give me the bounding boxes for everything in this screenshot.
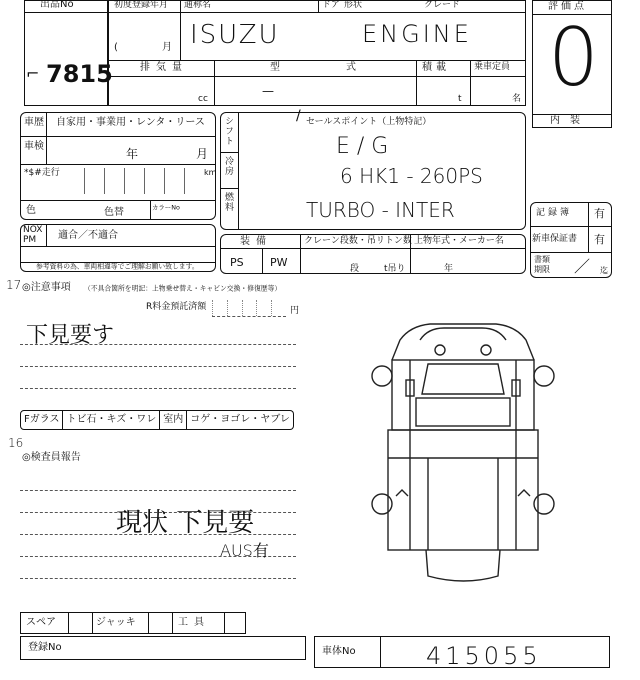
- mileage-label: *$#走行: [24, 168, 60, 178]
- hand-aus: AUS有: [220, 541, 269, 560]
- nickname-label: 通称名: [184, 0, 212, 10]
- km-unit: km: [204, 168, 217, 177]
- notes-index: 17: [6, 278, 22, 292]
- doc-until: 迄: [600, 266, 608, 275]
- eval-score: 0: [548, 11, 599, 104]
- inspection-label: 車検: [24, 141, 44, 152]
- record-label: 記録簿: [536, 208, 573, 218]
- chip-fglass: Fガラス: [20, 410, 63, 430]
- jack-label: ジャッキ: [96, 617, 136, 628]
- nox-value: 適合／不適合: [58, 230, 118, 241]
- chip-stain: コゲ・ヨゴレ・ヤブレ: [187, 410, 294, 430]
- mileage-digits: [84, 168, 204, 194]
- chip-stone: トビ石・キズ・ワレ: [63, 410, 160, 430]
- displacement-label: 排気量: [140, 62, 188, 73]
- month-unit: 月: [162, 42, 172, 53]
- damage-chips: [20, 410, 294, 430]
- color-change-label: 色替: [104, 207, 124, 218]
- equip-pw: PW: [270, 256, 288, 269]
- grade-label: グレード: [424, 0, 461, 10]
- chassis-label: 車体No: [322, 646, 356, 657]
- tool-label: 工具: [178, 617, 210, 628]
- record-value: 有: [594, 207, 605, 220]
- doc-label: 書類期限: [534, 255, 550, 274]
- truck-diagram: [370, 320, 556, 586]
- reg-box: [20, 636, 306, 660]
- equip-label: 装備: [240, 236, 272, 247]
- hand-line1: E / G: [336, 134, 389, 159]
- yen-unit: 円: [290, 306, 300, 316]
- doc-month: ／: [574, 257, 591, 276]
- hand-note: 下見要す: [26, 323, 115, 348]
- hand-line3: TURBO - INTER: [306, 198, 455, 222]
- inspector-title: ◎検査員報告: [22, 452, 81, 463]
- first-reg-label: 初度登録年月: [114, 0, 169, 10]
- inspection-year: 年: [126, 147, 139, 161]
- color-label: 色: [26, 205, 36, 216]
- dan-unit: 段: [350, 264, 360, 274]
- lot-label: 出品No: [40, 0, 74, 10]
- nen-unit: 年: [444, 264, 454, 274]
- load-label: 積載: [422, 62, 450, 73]
- aircon-label: 冷房: [223, 156, 233, 176]
- nox-label: NOX PM: [23, 225, 43, 245]
- notes-title: ◎注意事項: [22, 282, 71, 293]
- ton-unit: t吊り: [384, 264, 406, 274]
- body-year-label: 上物年式・メーカー名: [414, 236, 504, 246]
- color-no-label: カラーNo: [152, 204, 180, 212]
- inspector-index: 16: [8, 436, 24, 450]
- warranty-value: 有: [594, 233, 605, 246]
- vehicle-type-label: 車歴: [24, 117, 44, 128]
- capacity-label: 乗車定員: [474, 62, 511, 72]
- chip-interior: 室内: [160, 410, 187, 430]
- lot-box: [24, 0, 108, 106]
- vehicle-type-options: 自家用・事業用・レンタ・リース: [56, 117, 205, 128]
- hand-line2: 6 HK1 - 260PS: [340, 164, 483, 188]
- model-label: 型: [270, 62, 280, 73]
- equip-ps: PS: [230, 256, 244, 269]
- hand-report: 現状 下見要: [116, 508, 255, 538]
- hand-name: ISUZU: [190, 20, 280, 50]
- shape-label: 形状: [344, 0, 363, 10]
- inspection-month: 月: [196, 147, 209, 161]
- notes-small: 参考資料の為、車両相違等でご理解お願い致します。: [36, 262, 199, 271]
- t-unit: t: [458, 94, 462, 104]
- crane-label: クレーン段数・吊リトン数: [304, 236, 412, 246]
- person-unit: 名: [512, 94, 522, 104]
- eval-label: 評価点: [548, 1, 587, 12]
- warranty-label: 新車保証書: [532, 234, 578, 244]
- spare-label: スペア: [26, 617, 56, 628]
- formula-label: 式: [346, 62, 356, 73]
- cc-unit: cc: [198, 94, 208, 104]
- notes-subtitle: （不具合箇所を明記：上物乗せ替え・キャビン交換・修復歴等）: [84, 284, 282, 293]
- selling-label: セールスポイント（上物特記）: [306, 117, 432, 127]
- r-fee-label: R料金預託済額: [146, 302, 207, 312]
- shift-label: シフト: [223, 116, 233, 146]
- lot-number: 7815: [46, 60, 113, 88]
- door-label: ドア: [322, 0, 340, 10]
- chassis-value: 415055: [426, 642, 542, 670]
- model-value: —: [262, 84, 274, 98]
- hand-grade: ENGINE: [362, 20, 472, 48]
- reg-label: 登録No: [28, 642, 62, 653]
- fuel-label: 燃料: [223, 192, 233, 212]
- interior-label: 内装: [550, 115, 590, 126]
- r-fee-digits: [212, 300, 286, 317]
